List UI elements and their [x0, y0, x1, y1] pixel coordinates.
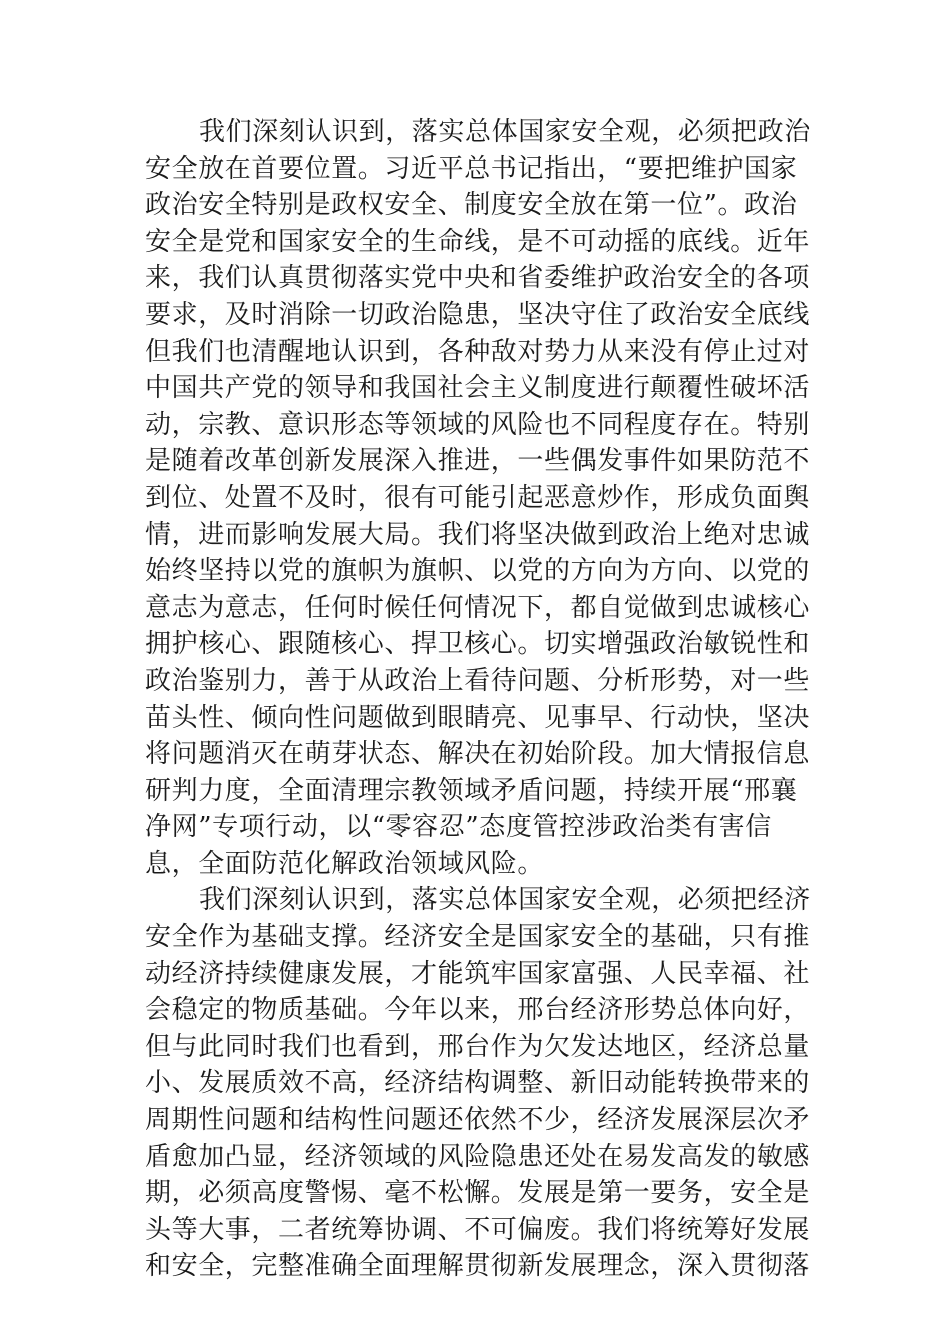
- paragraph-political-security: [145, 114, 811, 882]
- text-line: 政治鉴别力，善于从政治上看待问题、分析形势，对一些: [145, 665, 811, 696]
- text-line: 但与此同时我们也看到，邢台作为欠发达地区，经济总量: [145, 1031, 811, 1062]
- text-line: 研判力度，全面清理宗教领域矛盾问题，持续开展“邢襄: [145, 775, 798, 806]
- text-line: 情，进而影响发展大局。我们将坚决做到政治上绝对忠诚: [145, 519, 811, 550]
- text-line: 息，全面防范化解政治领域风险。: [145, 848, 545, 879]
- paragraph-economic-security: [145, 882, 811, 1285]
- text-line: 拥护核心、跟随核心、捍卫核心。切实增强政治敏锐性和: [145, 629, 811, 660]
- text-line: 要求，及时消除一切政治隐患，坚决守住了政治安全底线: [145, 299, 811, 330]
- body-text: [145, 114, 811, 1285]
- text-line: 安全作为基础支撑。经济安全是国家安全的基础，只有推: [145, 922, 811, 953]
- text-line: 到位、处置不及时，很有可能引起恶意炒作，形成负面舆: [145, 482, 811, 513]
- text-line: 我们深刻认识到，落实总体国家安全观，必须把经济: [199, 885, 811, 916]
- text-line: 将问题消灭在萌芽状态、解决在初始阶段。加大情报信息: [145, 739, 811, 770]
- text-line: 我们深刻认识到，落实总体国家安全观，必须把政治: [199, 117, 811, 147]
- text-line: 盾愈加凸显，经济领域的风险隐患还处在易发高发的敏感: [145, 1141, 811, 1172]
- text-line: 意志为意志，任何时候任何情况下，都自觉做到忠诚核心: [145, 592, 811, 623]
- text-line: 小、发展质效不高，经济结构调整、新旧动能转换带来的: [145, 1068, 811, 1099]
- text-line: 净网”专项行动，以“零容忍”态度管控涉政治类有害信: [145, 812, 772, 843]
- text-line: 苗头性、倾向性问题做到眼睛亮、见事早、行动快，坚决: [145, 702, 811, 733]
- text-line: 来，我们认真贯彻落实党中央和省委维护政治安全的各项: [145, 263, 811, 294]
- text-line: 会稳定的物质基础。今年以来，邢台经济形势总体向好，: [145, 995, 811, 1026]
- text-line: 动，宗教、意识形态等领域的风险也不同程度存在。特别: [145, 409, 811, 440]
- text-line: 政治安全特别是政权安全、制度安全放在第一位”。政治: [145, 190, 798, 221]
- text-line: 始终坚持以党的旗帜为旗帜、以党的方向为方向、以党的: [145, 556, 811, 587]
- text-line: 是随着改革创新发展深入推进，一些偶发事件如果防范不: [145, 446, 811, 477]
- text-line: 周期性问题和结构性问题还依然不少，经济发展深层次矛: [145, 1105, 811, 1136]
- text-line: 头等大事，二者统筹协调、不可偏废。我们将统筹好发展: [145, 1214, 811, 1245]
- text-line: 但我们也清醒地认识到，各种敌对势力从来没有停止过对: [145, 336, 811, 367]
- text-line: 安全放在首要位置。习近平总书记指出，“要把维护国家: [145, 153, 798, 184]
- text-line: 期，必须高度警惕、毫不松懈。发展是第一要务，安全是: [145, 1178, 811, 1209]
- text-line: 和安全，完整准确全面理解贯彻新发展理念，深入贯彻落: [145, 1251, 811, 1282]
- text-line: 中国共产党的领导和我国社会主义制度进行颠覆性破坏活: [145, 373, 811, 404]
- text-line: 动经济持续健康发展，才能筑牢国家富强、人民幸福、社: [145, 958, 811, 989]
- text-line: 安全是党和国家安全的生命线，是不可动摇的底线。近年: [145, 226, 811, 257]
